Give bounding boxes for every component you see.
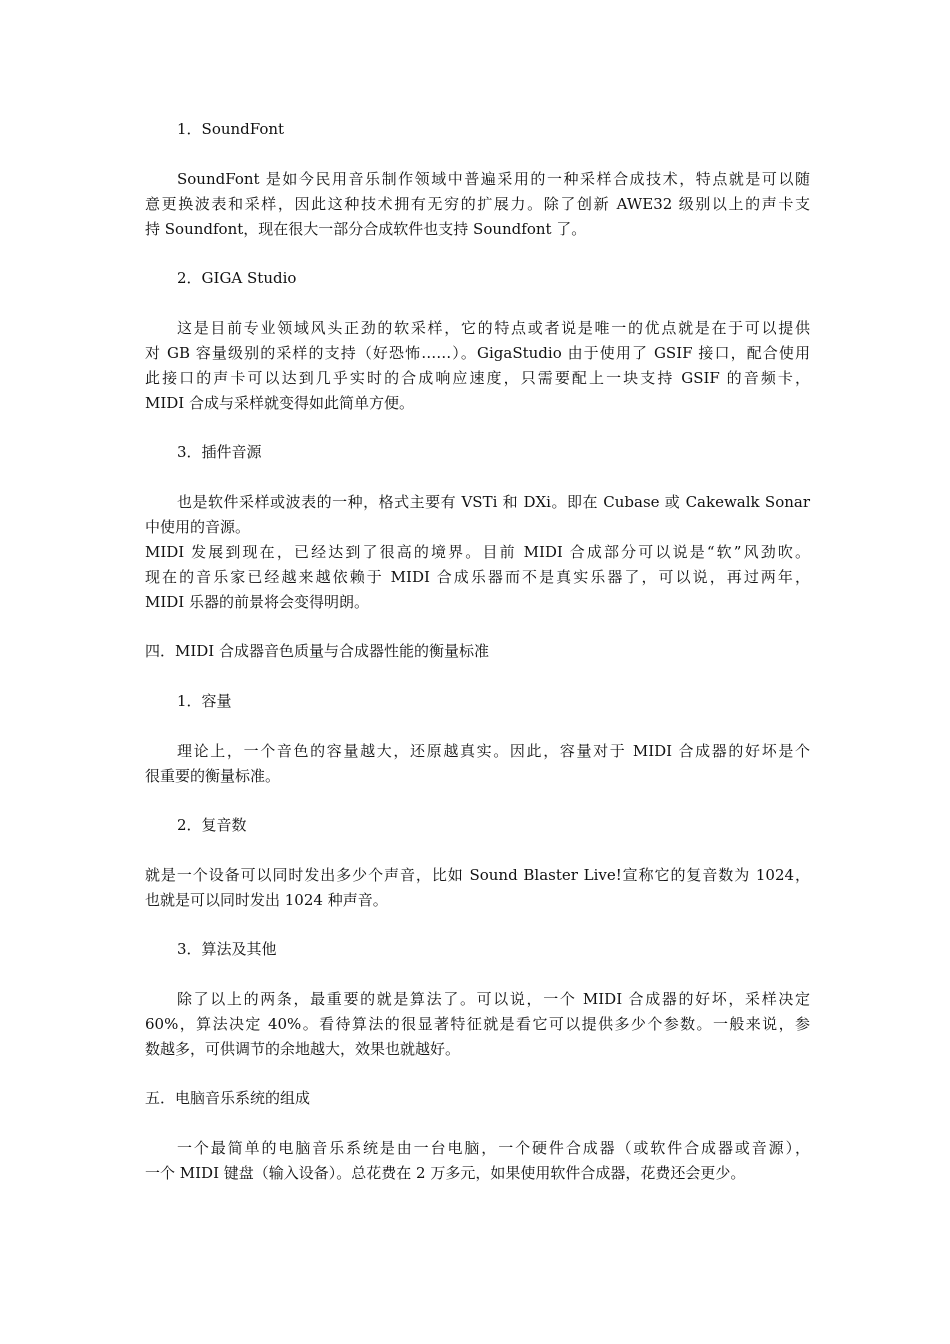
paragraph-line: 持 Soundfont，现在很大一部分合成软件也支持 Soundfont 了。 (145, 220, 587, 238)
paragraph-line: 除了以上的两条，最重要的就是算法了。可以说，一个 MIDI 合成器的好坏，采样决定 (177, 990, 810, 1008)
paragraph-line: SoundFont 是如今民用音乐制作领域中普遍采用的一种采样合成技术，特点就是可以随 (177, 170, 810, 188)
paragraph-line: 一个最简单的电脑音乐系统是由一台电脑，一个硬件合成器（或软件合成器或音源）， (177, 1139, 810, 1157)
paragraph-line: 此接口的声卡可以达到几乎实时的合成响应速度，只需要配上一块支持 GSIF 的音频卡， (145, 369, 810, 387)
paragraph-line: MIDI 合成与采样就变得如此简单方便。 (145, 394, 415, 412)
heading-polyphony: 2．复音数 (177, 816, 247, 834)
paragraph-line: 意更换波表和采样，因此这种技术拥有无穷的扩展力。除了创新 AWE32 级别以上的声卡支 (145, 195, 810, 213)
paragraph-line: 数越多，可供调节的余地越大，效果也就越好。 (145, 1040, 461, 1058)
heading-giga-studio: 2．GIGA Studio (177, 269, 297, 287)
paragraph-line: 60%，算法决定 40%。看待算法的很显著特征就是看它可以提供多少个参数。一般来说，参 (145, 1015, 810, 1033)
paragraph-line: MIDI 发展到现在，已经达到了很高的境界。目前 MIDI 合成部分可以说是“软”风劲吹。 (145, 543, 810, 561)
paragraph-line: 很重要的衡量标准。 (145, 767, 281, 785)
paragraph-line: 理论上，一个音色的容量越大，还原越真实。因此，容量对于 MIDI 合成器的好坏是个 (177, 742, 810, 760)
heading-algorithm: 3．算法及其他 (177, 940, 277, 958)
section-heading-5: 五．电脑音乐系统的组成 (145, 1089, 311, 1107)
paragraph-line: 对 GB 容量级别的采样的支持（好恐怖……）。GigaStudio 由于使用了 GSIF 接口，配合使用 (145, 344, 810, 362)
paragraph-line: 就是一个设备可以同时发出多少个声音，比如 Sound Blaster Live!宣称它的复音数为 1024， (145, 866, 810, 884)
heading-soundfont: 1．SoundFont (177, 120, 285, 138)
paragraph-line: 也是软件采样或波表的一种，格式主要有 VSTi 和 DXi。即在 Cubase 或 Cakewalk Sonar (177, 493, 810, 511)
section-heading-4: 四．MIDI 合成器音色质量与合成器性能的衡量标准 (145, 642, 490, 660)
paragraph-line: 也就是可以同时发出 1024 种声音。 (145, 891, 388, 909)
paragraph-line: MIDI 乐器的前景将会变得明朗。 (145, 593, 370, 611)
heading-plugin-sources: 3．插件音源 (177, 443, 262, 461)
paragraph-line: 一个 MIDI 键盘（输入设备）。总花费在 2 万多元，如果使用软件合成器，花费还会更少。 (145, 1164, 746, 1182)
paragraph-line: 这是目前专业领域风头正劲的软采样，它的特点或者说是唯一的优点就是在于可以提供 (177, 319, 810, 337)
heading-capacity: 1．容量 (177, 692, 232, 710)
paragraph-line: 中使用的音源。 (145, 518, 251, 536)
paragraph-line: 现在的音乐家已经越来越依赖于 MIDI 合成乐器而不是真实乐器了，可以说，再过两年， (145, 568, 810, 586)
